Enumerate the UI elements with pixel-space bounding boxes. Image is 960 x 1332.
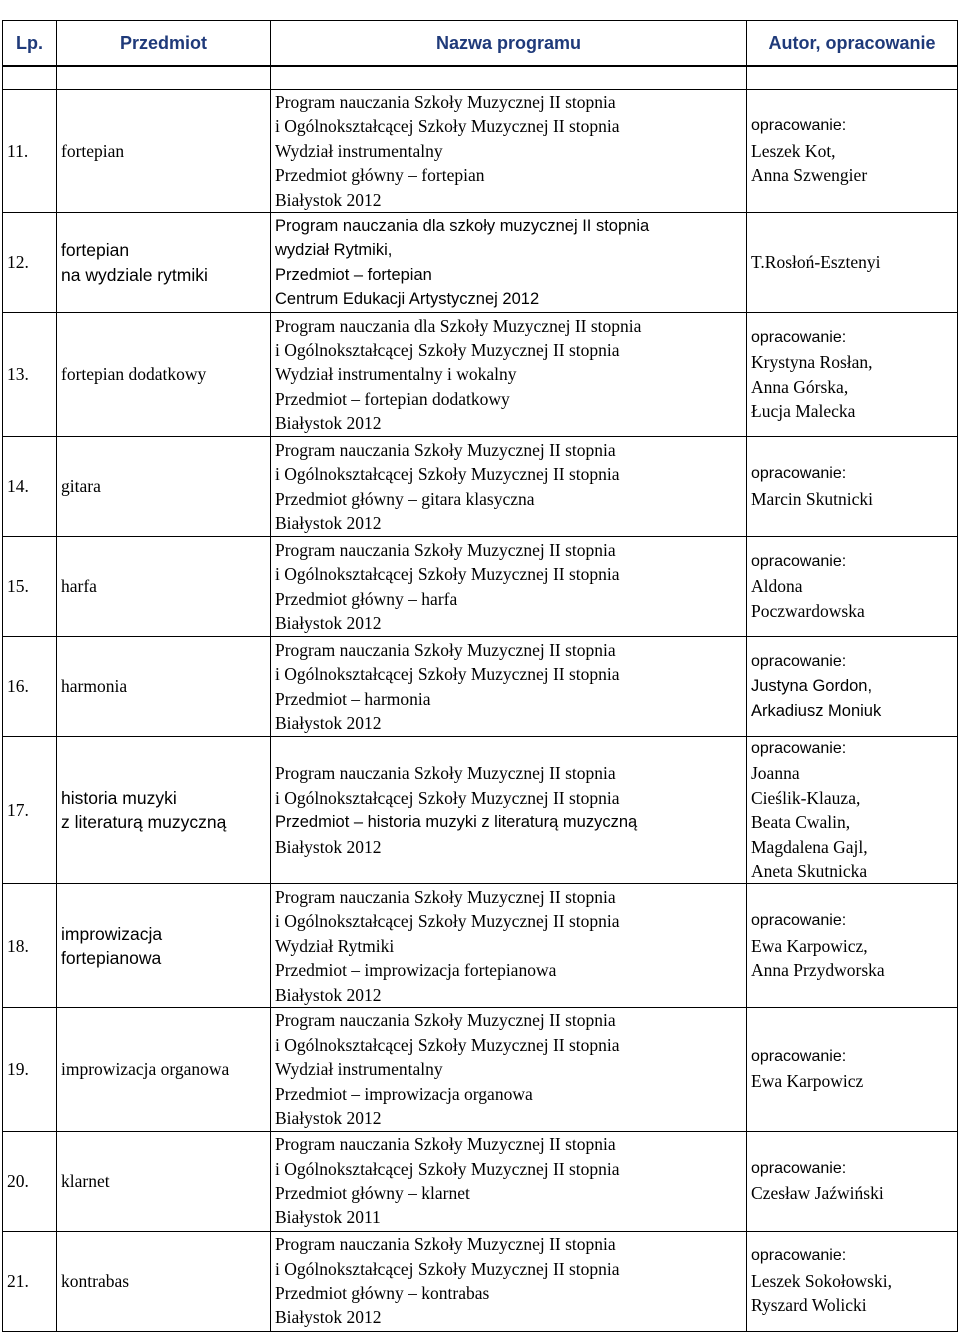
- table-row: [3, 637, 958, 737]
- program-cell: [271, 437, 747, 537]
- table-row: [3, 1231, 958, 1331]
- author-cell: [747, 437, 958, 537]
- subject-line: harfa: [61, 576, 97, 597]
- table-row: [3, 737, 958, 884]
- row-number: 21.: [3, 1231, 57, 1331]
- table-row: [3, 313, 958, 437]
- program-line: Przedmiot – harmonia: [275, 688, 431, 709]
- program-line: Przedmiot – improwizacja fortepianowa: [275, 960, 557, 981]
- row-number: 20.: [3, 1131, 57, 1231]
- author-name: Anna Szwengier: [751, 165, 868, 186]
- author-name: Aldona: [751, 576, 803, 597]
- program-line: Białystok 2012: [275, 512, 382, 533]
- program-line: Przedmiot główny – gitara klasyczna: [275, 488, 535, 509]
- author-label: opracowanie:: [751, 740, 847, 758]
- author-cell: [747, 313, 958, 437]
- subject-line: z literaturą muzyczną: [61, 812, 227, 833]
- author-name: Łucja Malecka: [751, 400, 856, 421]
- spacer-cell: [747, 66, 958, 90]
- program-line: Program nauczania Szkoły Muzycznej II stopnia: [275, 639, 616, 660]
- subject-line: kontrabas: [61, 1270, 130, 1291]
- author-name: Cieślik-Klauza,: [751, 787, 861, 808]
- header-lp: Lp.: [3, 21, 57, 67]
- author-name: Ryszard Wolicki: [751, 1295, 867, 1316]
- program-cell: [271, 213, 747, 313]
- author-label: opracowanie:: [751, 912, 847, 930]
- program-cell: [271, 1231, 747, 1331]
- program-line: i Ogólnokształcącej Szkoły Muzycznej II stopnia: [275, 339, 620, 360]
- spacer-cell: [271, 66, 747, 90]
- subject-line: klarnet: [61, 1170, 110, 1191]
- program-line: Przedmiot główny – harfa: [275, 588, 458, 609]
- table-row: [3, 1008, 958, 1131]
- program-line: Przedmiot główny – kontrabas: [275, 1283, 490, 1303]
- author-label: opracowanie:: [751, 1048, 847, 1066]
- program-line: Program nauczania dla szkoły muzycznej II stopnia: [275, 216, 650, 235]
- program-line: Program nauczania Szkoły Muzycznej II stopnia: [275, 439, 616, 460]
- author-name: Aneta Skutnicka: [751, 861, 868, 882]
- author-cell: [747, 213, 958, 313]
- row-number: 19.: [3, 1008, 57, 1131]
- row-number: 11.: [3, 90, 57, 213]
- subject-cell: [57, 213, 271, 313]
- author-label: opracowanie:: [751, 1247, 847, 1265]
- program-line: Program nauczania dla Szkoły Muzycznej II stopnia: [275, 315, 642, 336]
- row-number: 18.: [3, 884, 57, 1008]
- table-body: [3, 90, 958, 1332]
- program-line: wydział Rytmiki,: [275, 241, 393, 260]
- author-cell: [747, 537, 958, 637]
- table-row: [3, 537, 958, 637]
- subject-cell: [57, 637, 271, 737]
- author-name: Leszek Sokołowski,: [751, 1270, 892, 1291]
- author-name: Justyna Gordon,: [751, 677, 873, 696]
- program-line: Program nauczania Szkoły Muzycznej II stopnia: [275, 763, 616, 784]
- program-line: Białystok 2012: [275, 413, 382, 434]
- author-name: Marcin Skutnicki: [751, 488, 873, 509]
- header-row: [3, 21, 958, 67]
- author-name: Czesław Jaźwiński: [751, 1183, 884, 1203]
- program-line: i Ogólnokształcącej Szkoły Muzycznej II stopnia: [275, 664, 620, 685]
- subject-cell: [57, 1131, 271, 1231]
- spacer-cell: [57, 66, 271, 90]
- program-line: Białystok 2012: [275, 1307, 382, 1328]
- program-line: i Ogólnokształcącej Szkoły Muzycznej II stopnia: [275, 787, 620, 808]
- subject-line: na wydziale rytmiki: [61, 264, 208, 285]
- program-line: i Ogólnokształcącej Szkoły Muzycznej II stopnia: [275, 116, 620, 137]
- program-line: Wydział instrumentalny: [275, 1059, 443, 1080]
- program-cell: [271, 1008, 747, 1131]
- author-name: Joanna: [751, 763, 800, 784]
- subject-line: improwizacja organowa: [61, 1059, 230, 1080]
- program-cell: [271, 1131, 747, 1231]
- row-number: 12.: [3, 213, 57, 313]
- author-name: Krystyna Rosłan,: [751, 352, 873, 373]
- author-name: Poczwardowska: [751, 600, 865, 621]
- table-row: [3, 1131, 958, 1231]
- program-cell: [271, 884, 747, 1008]
- author-cell: [747, 637, 958, 737]
- program-line: Przedmiot – fortepian dodatkowy: [275, 388, 510, 409]
- program-line: Program nauczania Szkoły Muzycznej II stopnia: [275, 1010, 616, 1031]
- author-label: opracowanie:: [751, 552, 847, 570]
- author-name: Leszek Kot,: [751, 140, 836, 161]
- program-line: Centrum Edukacji Artystycznej 2012: [275, 289, 540, 308]
- program-cell: [271, 637, 747, 737]
- author-label: opracowanie:: [751, 328, 847, 346]
- subject-cell: [57, 1008, 271, 1131]
- program-line: Białystok 2012: [275, 836, 382, 857]
- program-line: i Ogólnokształcącej Szkoły Muzycznej II stopnia: [275, 564, 620, 585]
- program-cell: [271, 313, 747, 437]
- program-line: Przedmiot – historia muzyki z literaturą muzyczną: [275, 813, 638, 832]
- subject-line: harmonia: [61, 676, 128, 697]
- author-cell: [747, 1131, 958, 1231]
- author-label: opracowanie:: [751, 1159, 847, 1177]
- program-line: i Ogólnokształcącej Szkoły Muzycznej II stopnia: [275, 464, 620, 485]
- subject-cell: [57, 537, 271, 637]
- header-author: Autor, opracowanie: [747, 21, 958, 67]
- program-line: Przedmiot główny – klarnet: [275, 1183, 470, 1203]
- program-line: Wydział instrumentalny i wokalny: [275, 364, 517, 385]
- author-label: opracowanie:: [751, 652, 847, 670]
- subject-cell: [57, 1231, 271, 1331]
- subject-line: fortepianowa: [61, 947, 162, 968]
- program-line: i Ogólnokształcącej Szkoły Muzycznej II stopnia: [275, 1158, 620, 1179]
- program-line: Białystok 2012: [275, 1108, 382, 1129]
- author-name: T.Rosłoń-Esztenyi: [751, 252, 881, 273]
- subject-cell: [57, 90, 271, 213]
- subject-line: fortepian: [61, 140, 125, 161]
- program-line: Białystok 2011: [275, 1207, 381, 1228]
- program-line: i Ogólnokształcącej Szkoły Muzycznej II stopnia: [275, 911, 620, 932]
- subject-cell: [57, 437, 271, 537]
- subject-cell: [57, 737, 271, 884]
- program-cell: [271, 90, 747, 213]
- author-label: opracowanie:: [751, 465, 847, 483]
- subject-cell: [57, 313, 271, 437]
- program-line: Program nauczania Szkoły Muzycznej II stopnia: [275, 1134, 616, 1155]
- program-line: Program nauczania Szkoły Muzycznej II stopnia: [275, 886, 616, 907]
- table-row: [3, 884, 958, 1008]
- author-cell: [747, 1231, 958, 1331]
- program-line: Program nauczania Szkoły Muzycznej II stopnia: [275, 1234, 616, 1255]
- program-line: Program nauczania Szkoły Muzycznej II stopnia: [275, 539, 616, 560]
- author-name: Anna Przydworska: [751, 960, 885, 981]
- program-line: Przedmiot – fortepian: [275, 265, 432, 284]
- author-name: Beata Cwalin,: [751, 812, 851, 833]
- program-line: Program nauczania Szkoły Muzycznej II stopnia: [275, 92, 616, 112]
- table-row: [3, 90, 958, 213]
- program-line: i Ogólnokształcącej Szkoły Muzycznej II stopnia: [275, 1034, 620, 1055]
- header-program: Nazwa programu: [271, 21, 747, 67]
- subject-line: improwizacja: [61, 923, 163, 944]
- subject-line: gitara: [61, 476, 101, 497]
- author-name: Ewa Karpowicz: [751, 1071, 864, 1092]
- program-cell: [271, 537, 747, 637]
- row-number: 15.: [3, 537, 57, 637]
- subject-line: fortepian dodatkowy: [61, 364, 207, 385]
- author-cell: [747, 90, 958, 213]
- author-cell: [747, 884, 958, 1008]
- program-line: Białystok 2012: [275, 189, 382, 210]
- table-row: [3, 437, 958, 537]
- author-name: Magdalena Gajl,: [751, 836, 868, 857]
- author-name: Arkadiusz Moniuk: [751, 701, 882, 720]
- program-line: Przedmiot – improwizacja organowa: [275, 1083, 533, 1104]
- row-number: 13.: [3, 313, 57, 437]
- subject-line: historia muzyki: [61, 787, 177, 808]
- subject-line: fortepian: [61, 240, 130, 261]
- author-name: Ewa Karpowicz,: [751, 935, 868, 956]
- programs-table: [2, 20, 958, 1332]
- header-spacer-row: [3, 66, 958, 90]
- subject-cell: [57, 884, 271, 1008]
- program-line: i Ogólnokształcącej Szkoły Muzycznej II stopnia: [275, 1258, 620, 1279]
- spacer-cell: [3, 66, 57, 90]
- program-line: Wydział instrumentalny: [275, 140, 443, 161]
- author-cell: [747, 1008, 958, 1131]
- program-line: Białystok 2012: [275, 612, 382, 633]
- program-line: Białystok 2012: [275, 712, 382, 733]
- program-line: Wydział Rytmiki: [275, 935, 395, 956]
- author-cell: [747, 737, 958, 884]
- program-line: Przedmiot główny – fortepian: [275, 165, 485, 186]
- program-line: Białystok 2012: [275, 984, 382, 1005]
- row-number: 14.: [3, 437, 57, 537]
- header-subject: Przedmiot: [57, 21, 271, 67]
- table-row: [3, 213, 958, 313]
- row-number: 17.: [3, 737, 57, 884]
- row-number: 16.: [3, 637, 57, 737]
- author-label: opracowanie:: [751, 117, 847, 135]
- author-name: Anna Górska,: [751, 376, 849, 397]
- program-cell: [271, 737, 747, 884]
